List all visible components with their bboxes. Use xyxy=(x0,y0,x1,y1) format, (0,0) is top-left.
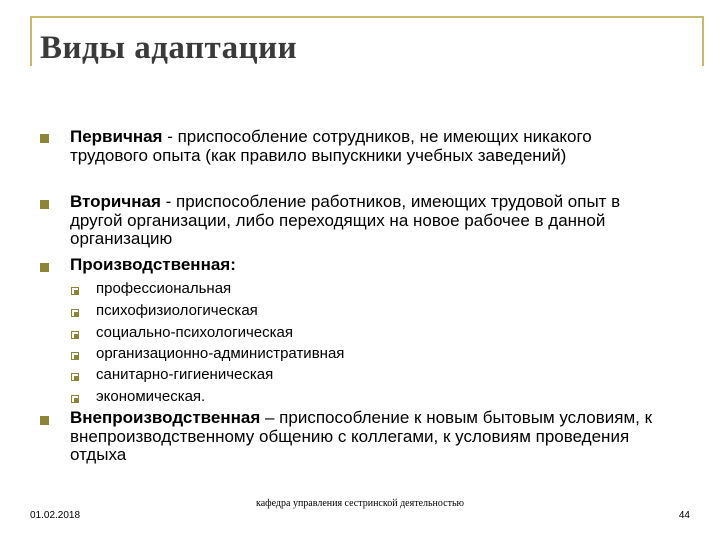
sub-bullet-checkbox-icon xyxy=(71,287,79,295)
slide-title: Виды адаптации xyxy=(40,30,298,66)
item-term: Внепроизводственная xyxy=(70,408,261,427)
title-frame-top-line xyxy=(30,16,704,18)
item-term: Первичная xyxy=(70,127,163,146)
sub-list-item: организационно-административная xyxy=(96,345,345,362)
sub-list-item: профессиональная xyxy=(96,280,232,297)
item-text: - приспособление сотрудников, не имеющих никакого трудового опыта (как правило выпускники учебных заведений) xyxy=(70,127,592,165)
item-text: – приспособление к новым бытовым условиям, к внепроизводственному общению с коллегами, к условиям проведения отдыха xyxy=(70,408,653,464)
bullet-square-icon xyxy=(40,416,49,425)
list-item-secondary xyxy=(70,193,670,249)
list-item-non-production xyxy=(70,409,670,465)
footer-date: 01.02.2018 xyxy=(30,510,81,521)
item-text: - приспособление работников, имеющих трудовой опыт в другой организации, либо переходящих на новое рабочее в данной организацию xyxy=(70,192,621,248)
item-term: Вторичная xyxy=(70,192,161,211)
sub-list-item: психофизиологическая xyxy=(96,302,258,319)
title-frame-left-line xyxy=(30,16,32,66)
footer-department: кафедра управления сестринской деятельностью xyxy=(255,498,465,509)
sub-list-item: экономическая. xyxy=(96,388,206,405)
bullet-square-icon xyxy=(40,200,49,209)
bullet-square-icon xyxy=(40,263,49,272)
sub-bullet-checkbox-icon xyxy=(71,352,79,360)
bullet-square-icon xyxy=(40,134,49,143)
sub-list-item: социально-психологическая xyxy=(96,324,293,341)
list-item-production xyxy=(70,256,670,275)
title-frame-right-line xyxy=(702,16,704,66)
sub-bullet-checkbox-icon xyxy=(71,373,79,381)
sub-bullet-checkbox-icon xyxy=(71,395,79,403)
sub-bullet-checkbox-icon xyxy=(71,331,79,339)
footer-page-number: 44 xyxy=(678,510,690,521)
sub-list-item: санитарно-гигиеническая xyxy=(96,366,274,383)
list-item-primary xyxy=(70,128,670,165)
sub-bullet-checkbox-icon xyxy=(71,309,79,317)
item-term: Производственная: xyxy=(70,255,236,274)
